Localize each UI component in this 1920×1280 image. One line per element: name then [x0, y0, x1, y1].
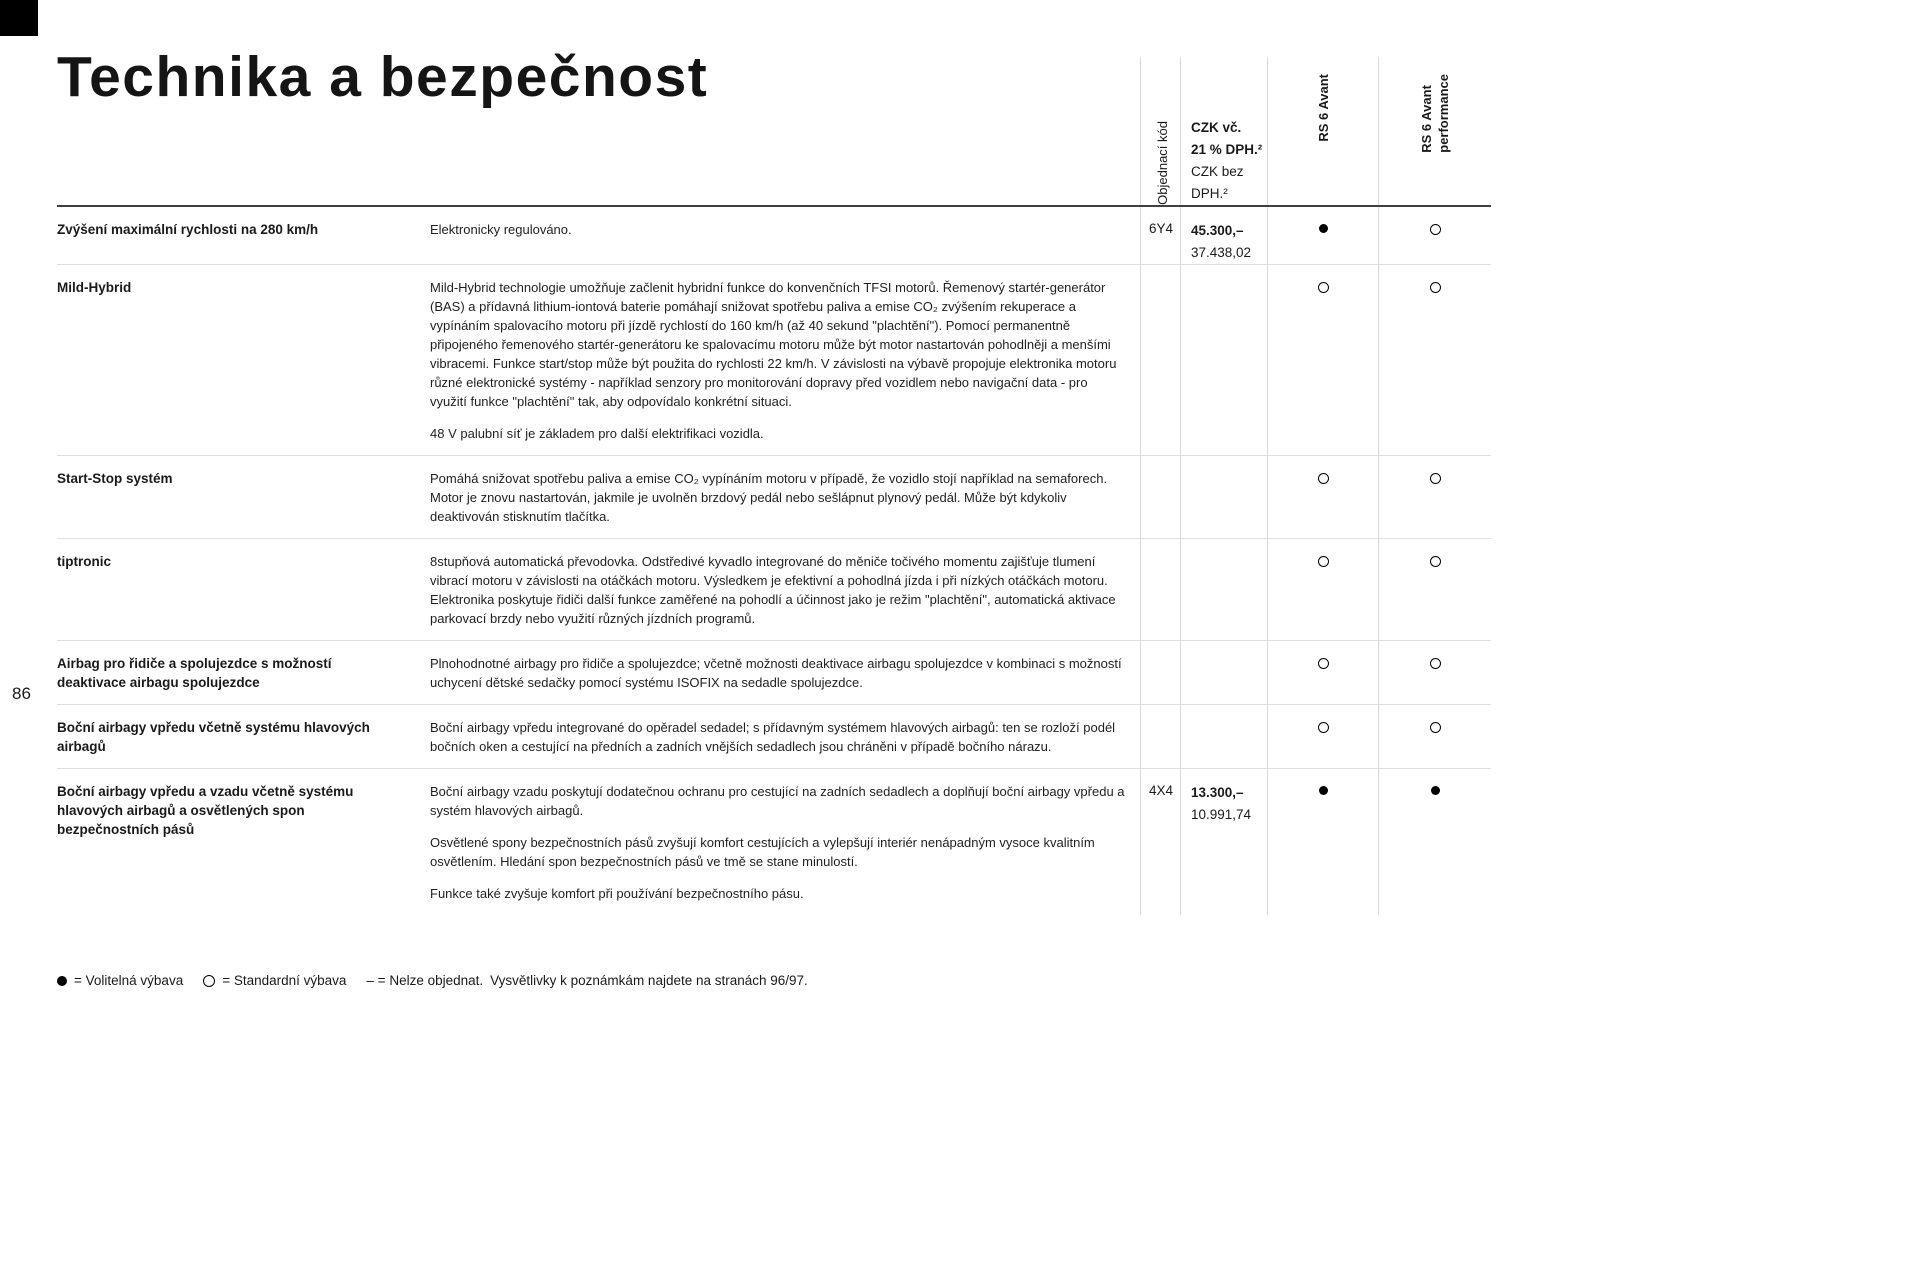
feature-name: Airbag pro řidiče a spolujezdce s možností deaktivace airbagu spolujezdce: [57, 656, 332, 690]
description-cell: [430, 641, 1140, 704]
table-row: [57, 768, 1491, 915]
feature-cell: [57, 207, 430, 264]
price-cell: [1180, 769, 1267, 915]
rs6-avant-performance-column-header: [1418, 74, 1452, 153]
legend-note: Vysvětlivky k poznámkám najdete na stranách 96/97.: [490, 973, 808, 988]
rs6-avant-column: [1267, 57, 1378, 205]
price-cell: [1180, 265, 1267, 455]
order-code-column: [1140, 57, 1180, 205]
rs6-avant-performance-header-line-1: RS 6 Avant: [1419, 85, 1434, 153]
order-code-cell: [1140, 456, 1180, 538]
page-number: 86: [12, 684, 31, 703]
legend-standard-label: = Standardní výbava: [222, 973, 347, 988]
standard-equipment-dot-icon: [1318, 556, 1329, 567]
feature-cell: [57, 769, 430, 915]
feature-name: Boční airbagy vpředu včetně systému hlavových airbagů: [57, 720, 370, 754]
feature-cell: [57, 539, 430, 640]
legend-optional-label: = Volitelná výbava: [74, 973, 184, 988]
order-code-cell: [1140, 539, 1180, 640]
feature-name: tiptronic: [57, 554, 111, 569]
optional-equipment-dot-icon: [57, 976, 67, 986]
description-paragraph: Pomáhá snižovat spotřebu paliva a emise CO₂ vypínáním motoru v případě, že vozidlo stojí například na semaforech. Motor je znovu nastartován, jakmile je uvolněn brzdový pedál nebo sešlápnut plynový pedál. Může být kdykoliv deaktivován stisknutím tlačítka.: [430, 471, 1108, 524]
price-incl-vat: 45.300,–: [1191, 223, 1244, 238]
availability-rs6-avant: [1267, 456, 1378, 538]
standard-equipment-dot-icon: [1318, 473, 1329, 484]
optional-equipment-dot-icon: [1319, 224, 1328, 233]
feature-cell: [57, 456, 430, 538]
price-incl-vat: 13.300,–: [1191, 785, 1244, 800]
table-row: [57, 704, 1491, 768]
feature-name: Start-Stop systém: [57, 471, 173, 486]
standard-equipment-dot-icon: [1430, 282, 1441, 293]
feature-name: Mild-Hybrid: [57, 280, 132, 295]
description-paragraph: Plnohodnotné airbagy pro řidiče a spolujezdce; včetně možnosti deaktivace airbagu spolujezdce v kombinaci s možností uchycení dětské sedačky pomocí systému ISOFIX na sedadle spolujezdce.: [430, 656, 1122, 690]
availability-rs6-avant: [1267, 539, 1378, 640]
price-cell: [1180, 207, 1267, 264]
price-excl-vat: 37.438,02: [1191, 245, 1252, 260]
page-corner-mark: [0, 0, 38, 36]
availability-rs6-avant-performance: [1378, 641, 1491, 704]
order-code: 6Y4: [1149, 221, 1174, 236]
description-paragraph: 48 V palubní síť je základem pro další elektrifikaci vozidla.: [430, 426, 764, 441]
price-header-line-3: CZK bez: [1191, 164, 1244, 179]
standard-equipment-dot-icon: [1430, 722, 1441, 733]
order-code-cell: [1140, 705, 1180, 768]
price-header-line-2: 21 % DPH.²: [1191, 142, 1263, 157]
table-body: [57, 207, 1491, 915]
standard-equipment-dot-icon: [1430, 473, 1441, 484]
standard-equipment-dot-icon: [1430, 556, 1441, 567]
price-cell: [1180, 456, 1267, 538]
description-cell: [430, 769, 1140, 915]
price-cell: [1180, 705, 1267, 768]
description-cell: [430, 265, 1140, 455]
feature-name: Boční airbagy vpředu a vzadu včetně systému hlavových airbagů a osvětlených spon bezpečnostních pásů: [57, 784, 354, 837]
order-code-column-header: Objednací kód: [1155, 121, 1170, 205]
availability-rs6-avant-performance: [1378, 705, 1491, 768]
feature-cell: [57, 705, 430, 768]
description-paragraph: Mild-Hybrid technologie umožňuje začlenit hybridní funkce do konvenčních TFSI motorů. Řemenový startér-generátor (BAS) a přídavná lithium-iontová baterie pomáhají snižovat spotřebu paliva a emise CO₂ zvýšením rekuperace a vypínáním spalovacího motoru při jízdě rychlostí do 160 km/h (až 40 sekund "plachtění"). Pomocí permanentně připojeného řemenového startér-generátoru ke spalovacímu motoru může být motor nastartován pohodlněji a menšími vibracemi. Funkce start/stop může být použita do rychlosti 22 km/h. V závislosti na výbavě propojuje elektronika motoru různé elektronické systémy - například senzory pro monitorování dopravy před vozidlem nebo navigační data - pro využití funkce "plachtění" tak, aby odpovídalo konkrétní situaci.: [430, 280, 1117, 409]
description-paragraph: Osvětlené spony bezpečnostních pásů zvyšují komfort cestujících a vylepšují interiér nenápadným vysoce kvalitním osvětlením. Hledání spon bezpečnostních pásů ve tmě se stane minulostí.: [430, 835, 1095, 869]
description-cell: [430, 456, 1140, 538]
availability-rs6-avant-performance: [1378, 769, 1491, 915]
price-header-line-1: CZK vč.: [1191, 120, 1242, 135]
price-header-line-4: DPH.²: [1191, 186, 1228, 201]
standard-equipment-dot-icon: [1430, 224, 1441, 235]
availability-rs6-avant-performance: [1378, 207, 1491, 264]
table-row: [57, 640, 1491, 704]
price-cell: [1180, 641, 1267, 704]
availability-rs6-avant: [1267, 769, 1378, 915]
standard-equipment-dot-icon: [203, 975, 215, 987]
price-column-header: [1180, 57, 1267, 205]
availability-rs6-avant-performance: [1378, 265, 1491, 455]
optional-equipment-dot-icon: [1431, 786, 1440, 795]
description-paragraph: Elektronicky regulováno.: [430, 222, 572, 237]
price-cell: [1180, 539, 1267, 640]
order-code-cell: [1140, 641, 1180, 704]
rs6-avant-performance-header-line-2: performance: [1436, 74, 1451, 153]
standard-equipment-dot-icon: [1430, 658, 1441, 669]
description-cell: [430, 539, 1140, 640]
availability-rs6-avant-performance: [1378, 456, 1491, 538]
legend-unavailable-label: – = Nelze objednat.: [366, 973, 484, 988]
description-cell: [430, 207, 1140, 264]
availability-rs6-avant: [1267, 705, 1378, 768]
order-code-cell: [1140, 265, 1180, 455]
header-description-spacer: [430, 57, 1140, 205]
price-excl-vat: 10.991,74: [1191, 807, 1252, 822]
description-cell: [430, 705, 1140, 768]
rs6-avant-column-header: RS 6 Avant: [1315, 74, 1331, 142]
feature-cell: [57, 265, 430, 455]
order-code-cell: [1140, 207, 1180, 264]
availability-rs6-avant: [1267, 641, 1378, 704]
optional-equipment-dot-icon: [1319, 786, 1328, 795]
table-row: [57, 264, 1491, 455]
table-row: [57, 538, 1491, 640]
feature-cell: [57, 641, 430, 704]
availability-rs6-avant: [1267, 207, 1378, 264]
table-row: [57, 207, 1491, 264]
order-code: 4X4: [1149, 783, 1174, 798]
availability-rs6-avant-performance: [1378, 539, 1491, 640]
description-paragraph: Boční airbagy vpředu integrované do opěradel sedadel; s přídavným systémem hlavových airbagů: ten se rozloží podél bočních oken a cestující na předních a zadních vnějších sedadlech jsou chráněni v případě bočního nárazu.: [430, 720, 1116, 754]
description-paragraph: 8stupňová automatická převodovka. Odstředivé kyvadlo integrované do měniče točivého momentu zajišťuje tlumení vibrací motoru v závislosti na otáčkách motoru. Výsledkem je efektivní a pohodlná jízda i při nízkých otáčkách motoru. Elektronika poskytuje řidiči další funkce zaměřené na pohodlí a účinnost jako je režim "plachtění", automatická aktivace parkovací brzdy nebo využití různých jízdních programů.: [430, 554, 1116, 626]
legend: [57, 973, 1491, 988]
order-code-cell: [1140, 769, 1180, 915]
feature-name: Zvýšení maximální rychlosti na 280 km/h: [57, 222, 319, 237]
standard-equipment-dot-icon: [1318, 722, 1329, 733]
rs6-avant-performance-column: [1378, 57, 1491, 205]
standard-equipment-dot-icon: [1318, 282, 1329, 293]
table-row: [57, 455, 1491, 538]
availability-rs6-avant: [1267, 265, 1378, 455]
standard-equipment-dot-icon: [1318, 658, 1329, 669]
description-paragraph: Boční airbagy vzadu poskytují dodatečnou ochranu pro cestující na zadních sedadlech a doplňují boční airbagy vpředu a systém hlavových airbagů.: [430, 784, 1125, 818]
description-paragraph: Funkce také zvyšuje komfort při používání bezpečnostního pásu.: [430, 886, 804, 901]
equipment-table: [57, 57, 1491, 988]
table-header: [57, 57, 1491, 207]
page-title: Technika a bezpečnost: [57, 45, 709, 109]
header-feature-spacer: [57, 57, 430, 205]
